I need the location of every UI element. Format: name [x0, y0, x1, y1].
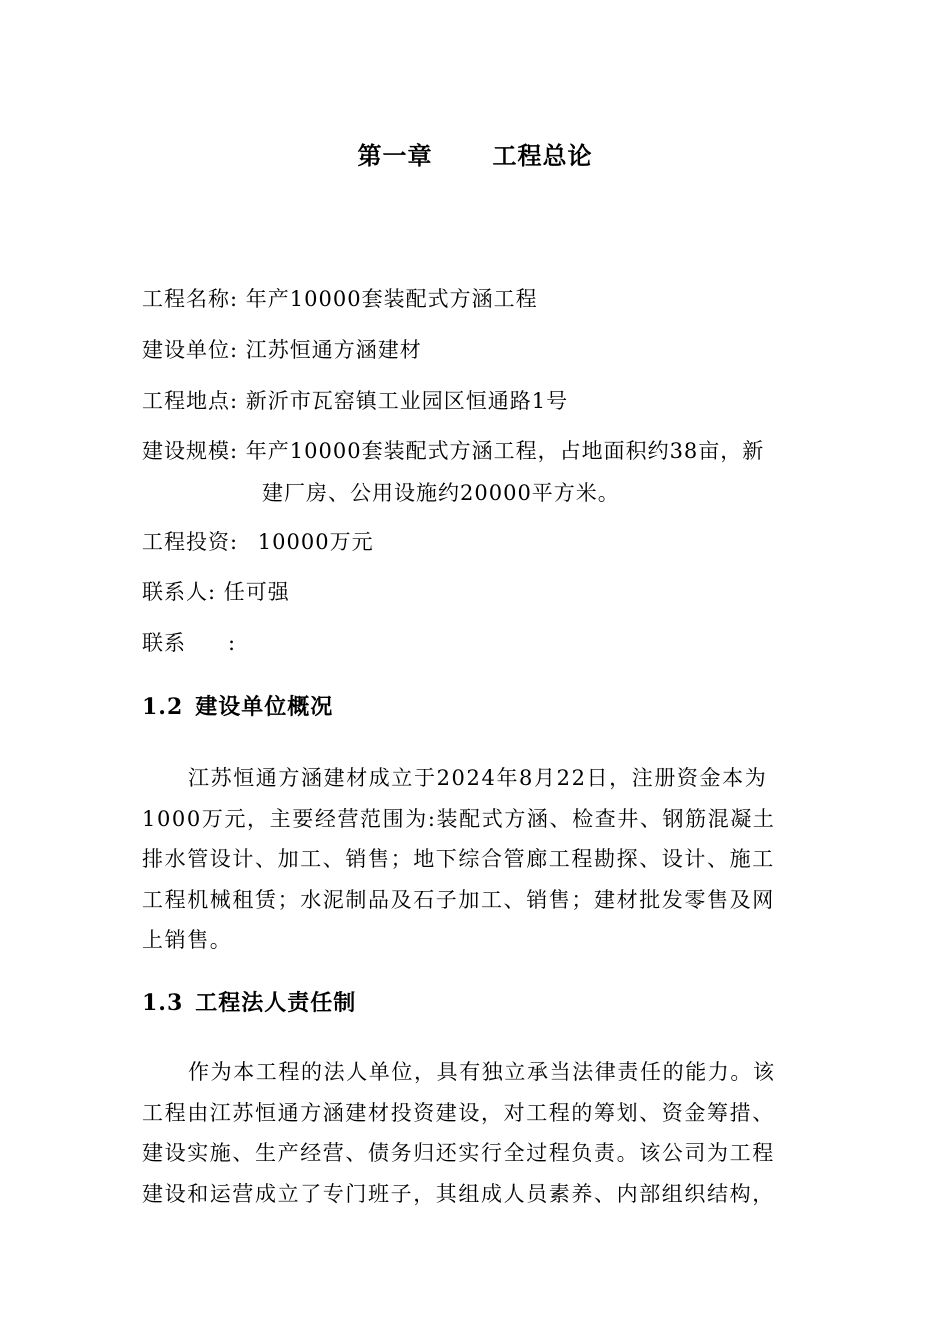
- paragraph-line: 建设实施、生产经营、债务归还实行全过程负责。该公司为工程: [142, 1141, 775, 1165]
- contact-row: [142, 629, 236, 657]
- chapter-label: 第一章: [357, 141, 433, 170]
- investment-row: [142, 528, 374, 556]
- paragraph-line: 上销售。: [142, 928, 233, 952]
- section-title: 建设单位概况: [195, 694, 334, 720]
- scale-row: [142, 437, 765, 505]
- investment-value: 10000万元: [257, 530, 374, 554]
- paragraph-line: 1000万元，主要经营范围为:装配式方涵、检查井、钢筋混凝土: [142, 806, 776, 831]
- location-label: 工程地点:: [142, 389, 239, 413]
- investment-label: 工程投资:: [142, 530, 239, 554]
- scale-value-line1: 年产10000套装配式方涵工程，占地面积约38亩，新: [245, 439, 765, 463]
- chapter-heading: 工程总论: [492, 141, 593, 170]
- section-heading-1-2: [142, 690, 333, 721]
- paragraph-line: 作为本工程的法人单位，具有独立承当法律责任的能力。该: [188, 1060, 776, 1084]
- contact-label: 联系: [142, 631, 186, 655]
- contact-colon: :: [228, 631, 237, 655]
- scale-value-line2: 建厂房、公用设施约20000平方米。: [262, 481, 620, 505]
- scale-label: 建设规模:: [142, 439, 239, 463]
- paragraph-line: 排水管设计、加工、销售；地下综合管廊工程勘探、设计、施工: [142, 847, 775, 871]
- section-1-2-paragraph: [142, 758, 832, 961]
- section-title: 工程法人责任制: [195, 990, 357, 1016]
- paragraph-line: 工程由江苏恒通方涵建材投资建设，对工程的筹划、资金筹措、: [142, 1100, 775, 1125]
- section-1-3-paragraph: [142, 1052, 832, 1214]
- project-name-row: [142, 285, 538, 313]
- contact-person-row: [142, 578, 290, 606]
- contact-person-label: 联系人:: [142, 580, 217, 604]
- paragraph-line: 建设和运营成立了专门班子，其组成人员素养、内部组织结构，: [142, 1181, 775, 1206]
- section-number: 1.2: [142, 694, 184, 720]
- builder-value: 江苏恒通方涵建材: [245, 338, 422, 362]
- contact-person-value: 任可强: [223, 580, 290, 604]
- builder-label: 建设单位:: [142, 338, 239, 362]
- project-name-value: 年产10000套装配式方涵工程: [245, 287, 538, 311]
- builder-row: [142, 336, 422, 364]
- location-value: 新沂市瓦窑镇工业园区恒通路1号: [245, 389, 569, 413]
- paragraph-line: 江苏恒通方涵建材成立于2024年8月22日，注册资金本为: [188, 766, 768, 790]
- chapter-title: [0, 136, 950, 171]
- section-heading-1-3: [142, 986, 356, 1017]
- project-name-label: 工程名称:: [142, 287, 239, 311]
- paragraph-line: 工程机械租赁；水泥制品及石子加工、销售；建材批发零售及网: [142, 887, 775, 912]
- location-row: [142, 387, 568, 415]
- section-number: 1.3: [142, 990, 184, 1016]
